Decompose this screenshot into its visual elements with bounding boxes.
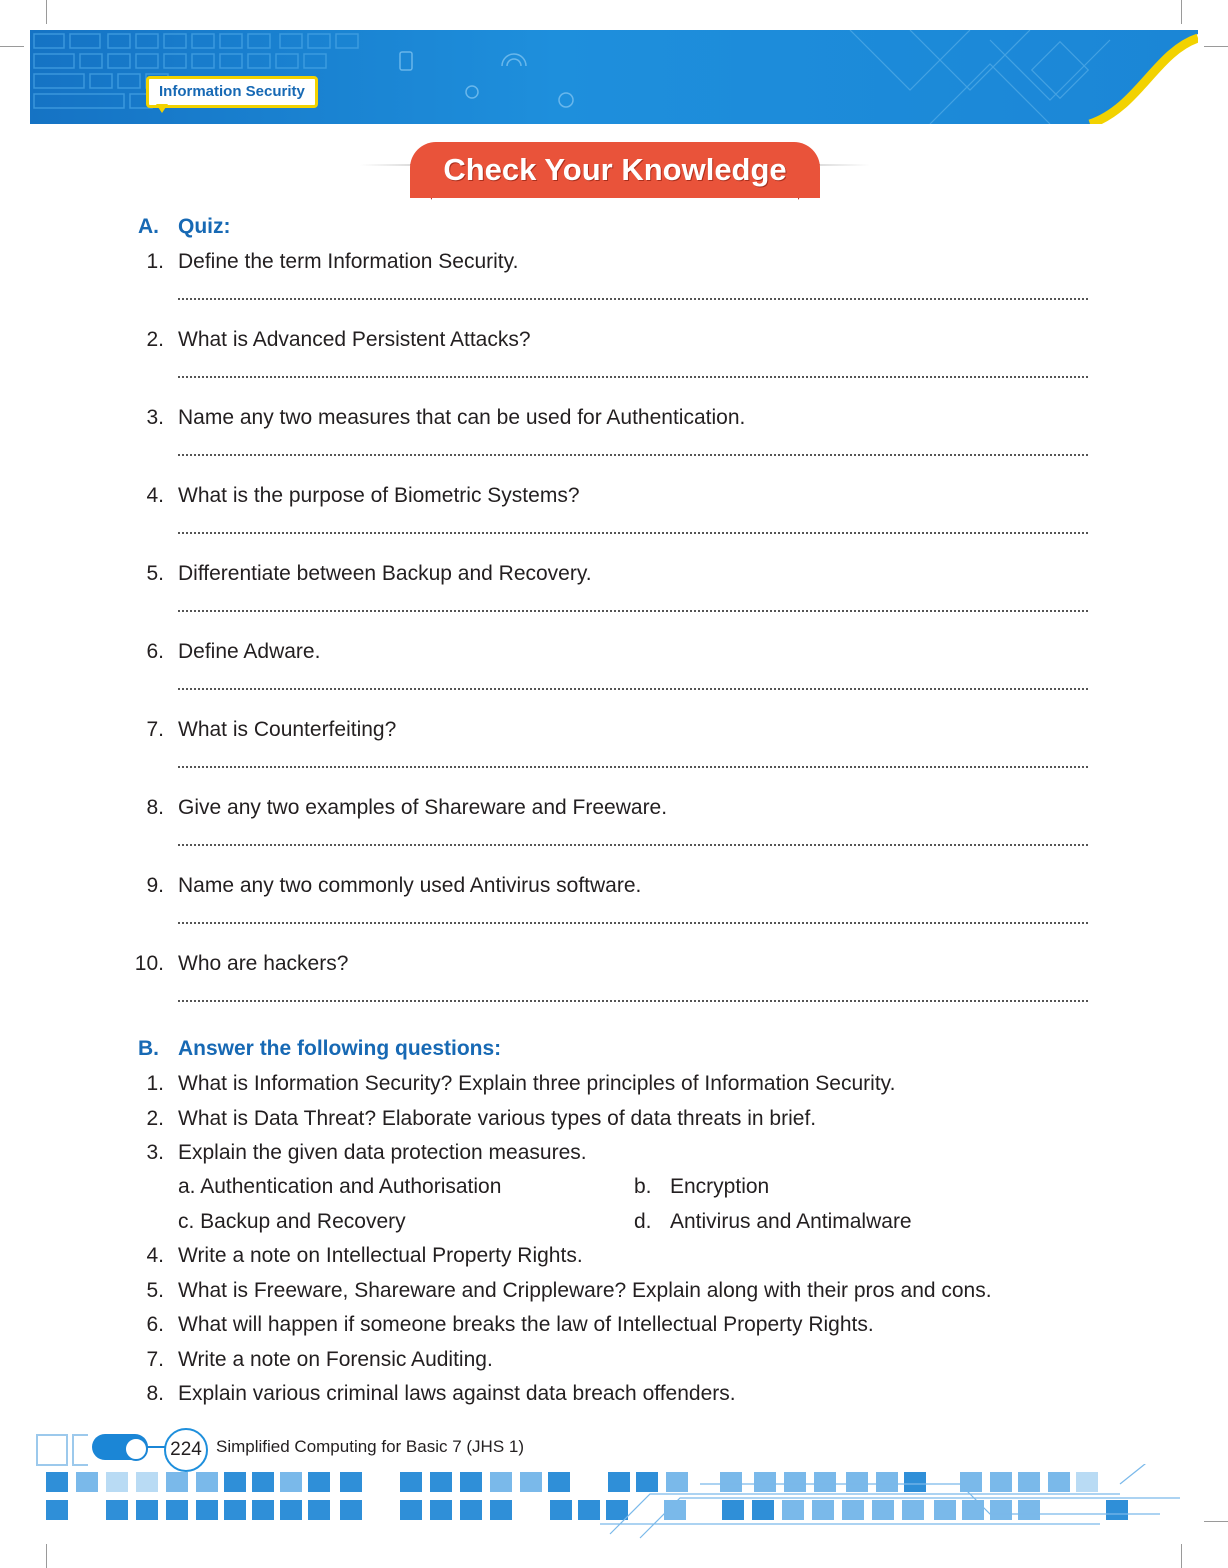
question-number: 10. xyxy=(134,952,164,975)
footer-connector xyxy=(146,1446,166,1448)
question-number: 6. xyxy=(146,640,164,663)
quiz-question xyxy=(120,639,1100,665)
crop-mark xyxy=(1204,46,1228,47)
question-text: Define Adware. xyxy=(178,640,321,663)
page-title: Check Your Knowledge xyxy=(410,142,820,198)
quiz-question xyxy=(120,795,1100,821)
footer-bracket-icon xyxy=(72,1434,88,1466)
answer-line[interactable] xyxy=(178,454,1088,456)
crop-mark xyxy=(1181,0,1182,24)
long-question xyxy=(120,1347,1100,1373)
question-text: Explain the given data protection measures. xyxy=(178,1141,587,1164)
question-text: What is Information Security? Explain three principles of Information Security. xyxy=(178,1072,896,1095)
question-number: 3. xyxy=(146,1141,164,1164)
question-number: 1. xyxy=(146,250,164,273)
question-text: Write a note on Forensic Auditing. xyxy=(178,1348,493,1371)
question-number: 9. xyxy=(146,874,164,897)
question-text: Name any two commonly used Antivirus software. xyxy=(178,874,642,897)
answer-line[interactable] xyxy=(178,844,1088,846)
question-text: What will happen if someone breaks the law of Intellectual Property Rights. xyxy=(178,1313,874,1336)
long-question xyxy=(120,1243,1100,1269)
question-text: What is Advanced Persistent Attacks? xyxy=(178,328,531,351)
quiz-question xyxy=(120,483,1100,509)
subitem-c: c. Backup and Recovery xyxy=(178,1210,406,1233)
question-text: Explain various criminal laws against data breach offenders. xyxy=(178,1382,736,1405)
section-b-heading xyxy=(138,1037,501,1061)
answer-line[interactable] xyxy=(178,376,1088,378)
question-text: What is Counterfeiting? xyxy=(178,718,397,741)
section-b-title: Answer the following questions: xyxy=(178,1037,502,1060)
quiz-question xyxy=(120,873,1100,899)
section-a-label: A. xyxy=(138,215,159,238)
question-number: 2. xyxy=(146,1107,164,1130)
crop-mark xyxy=(1181,1544,1182,1568)
question-text: Write a note on Intellectual Property Rights. xyxy=(178,1244,583,1267)
long-question xyxy=(120,1106,1100,1132)
quiz-question xyxy=(120,561,1100,587)
question-text: What is Freeware, Shareware and Crippleware? Explain along with their pros and cons. xyxy=(178,1279,992,1302)
question-number: 4. xyxy=(146,484,164,507)
page-number: 224 xyxy=(164,1428,208,1472)
question-number: 5. xyxy=(146,562,164,585)
question-text: Give any two examples of Shareware and Freeware. xyxy=(178,796,668,819)
answer-line[interactable] xyxy=(178,922,1088,924)
long-question xyxy=(120,1140,1100,1166)
quiz-question xyxy=(120,951,1100,977)
question-number: 2. xyxy=(146,328,164,351)
answer-line[interactable] xyxy=(178,298,1088,300)
subitem-d-label: d. xyxy=(634,1210,652,1233)
long-question xyxy=(120,1381,1100,1407)
question-number: 5. xyxy=(146,1279,164,1302)
long-question xyxy=(120,1071,1100,1097)
title-ribbon-wrap xyxy=(360,142,870,202)
section-b-label: B. xyxy=(138,1037,159,1060)
section-a-title: Quiz: xyxy=(178,215,231,238)
answer-line[interactable] xyxy=(178,532,1088,534)
quiz-question xyxy=(120,249,1100,275)
book-title: Simplified Computing for Basic 7 (JHS 1) xyxy=(216,1437,525,1456)
question-number: 1. xyxy=(146,1072,164,1095)
question-text: Name any two measures that can be used for Authentication. xyxy=(178,406,746,429)
question-text: What is Data Threat? Elaborate various types of data threats in brief. xyxy=(178,1107,817,1130)
subitem-a: a. Authentication and Authorisation xyxy=(178,1175,502,1198)
answer-line[interactable] xyxy=(178,1000,1088,1002)
long-question xyxy=(120,1312,1100,1338)
question-number: 6. xyxy=(146,1313,164,1336)
long-question xyxy=(120,1278,1100,1304)
section-a-heading xyxy=(138,215,231,239)
quiz-question xyxy=(120,405,1100,431)
crop-mark xyxy=(46,0,47,24)
footer-square-icon xyxy=(36,1434,68,1466)
question-text: What is the purpose of Biometric Systems? xyxy=(178,484,580,507)
answer-line[interactable] xyxy=(178,688,1088,690)
question-number: 3. xyxy=(146,406,164,429)
quiz-question xyxy=(120,717,1100,743)
answer-line[interactable] xyxy=(178,766,1088,768)
subitem-d: Antivirus and Antimalware xyxy=(670,1210,912,1233)
question-number: 4. xyxy=(146,1244,164,1267)
subitem-b-label: b. xyxy=(634,1175,652,1198)
chapter-tag: Information Security xyxy=(146,76,318,108)
crop-mark xyxy=(46,1544,47,1568)
question-number: 7. xyxy=(146,1348,164,1371)
chapter-tag-pointer xyxy=(156,104,168,113)
crop-mark xyxy=(0,46,24,47)
question-number: 8. xyxy=(146,1382,164,1405)
footer-decoration xyxy=(0,1464,1228,1544)
question-number: 7. xyxy=(146,718,164,741)
question-text: Define the term Information Security. xyxy=(178,250,519,273)
question-number: 8. xyxy=(146,796,164,819)
footer-pill-knob-icon xyxy=(124,1437,148,1461)
question-text: Who are hackers? xyxy=(178,952,349,975)
subitem-b: Encryption xyxy=(670,1175,770,1198)
answer-line[interactable] xyxy=(178,610,1088,612)
quiz-question xyxy=(120,327,1100,353)
question-text: Differentiate between Backup and Recovery. xyxy=(178,562,592,585)
